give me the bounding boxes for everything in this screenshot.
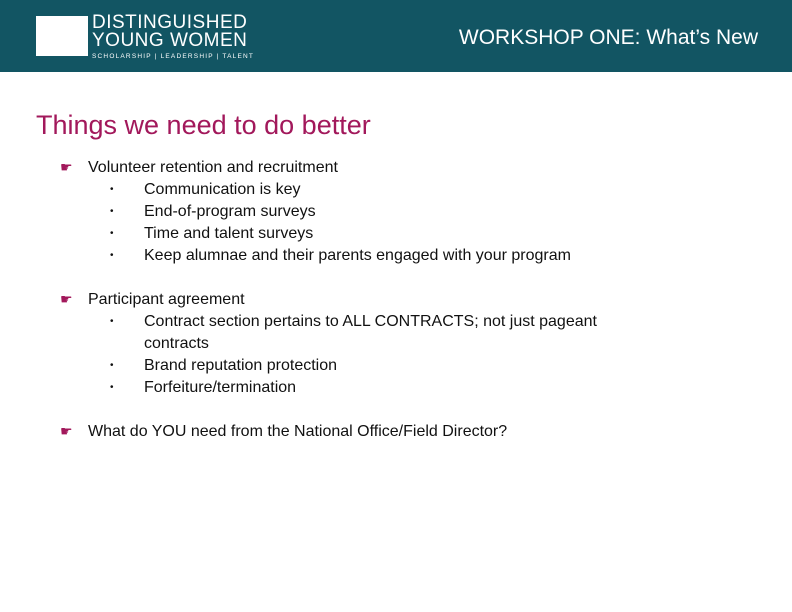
section-heading: Volunteer retention and recruitment	[88, 159, 338, 176]
slide-content	[60, 156, 770, 464]
list-item	[110, 377, 770, 399]
list-item	[110, 179, 770, 201]
list-item-text: Time and talent surveys	[144, 225, 314, 242]
logo-mark	[36, 16, 88, 56]
slide-title: Things we need to do better	[36, 110, 371, 140]
logo	[92, 14, 254, 60]
dot-icon: •	[110, 360, 114, 371]
list-item-text: Contract section pertains to ALL CONTRACTS; not just pageant contracts	[144, 313, 597, 352]
section-heading-row	[60, 420, 770, 443]
list-item	[110, 311, 770, 355]
list-item-text: Brand reputation protection	[144, 357, 338, 374]
logo-line-2: YOUNG WOMEN	[92, 30, 248, 51]
section-heading-row	[60, 288, 770, 311]
logo-tagline: SCHOLARSHIP | LEADERSHIP | TALENT	[92, 53, 255, 60]
list-item	[110, 245, 770, 267]
pointing-hand-icon: ☛	[60, 423, 73, 439]
dot-icon: •	[110, 184, 114, 195]
list-item-text: Keep alumnae and their parents engaged with your program	[144, 247, 571, 264]
list-item-text: Communication is key	[144, 181, 301, 198]
section-participant-agreement	[60, 288, 770, 399]
dot-icon: •	[110, 228, 114, 239]
dot-icon: •	[110, 316, 114, 327]
pointing-hand-icon: ☛	[60, 291, 73, 307]
header-bar	[0, 0, 792, 72]
dot-icon: •	[110, 382, 114, 393]
section-national-office	[60, 420, 770, 443]
list-item	[110, 355, 770, 377]
pointing-hand-icon: ☛	[60, 159, 73, 175]
list-item	[110, 223, 770, 245]
section-volunteer	[60, 156, 770, 267]
list-item-text: End-of-program surveys	[144, 203, 316, 220]
list-item-text: Forfeiture/termination	[144, 379, 297, 396]
section-heading-row	[60, 156, 770, 179]
list-item	[110, 201, 770, 223]
dot-icon: •	[110, 250, 114, 261]
logo-line-1: DISTINGUISHED	[92, 12, 248, 33]
dot-icon: •	[110, 206, 114, 217]
section-heading: What do YOU need from the National Office/Field Director?	[88, 423, 508, 440]
section-heading: Participant agreement	[88, 291, 245, 308]
header-title: WORKSHOP ONE: What’s New	[458, 26, 758, 49]
